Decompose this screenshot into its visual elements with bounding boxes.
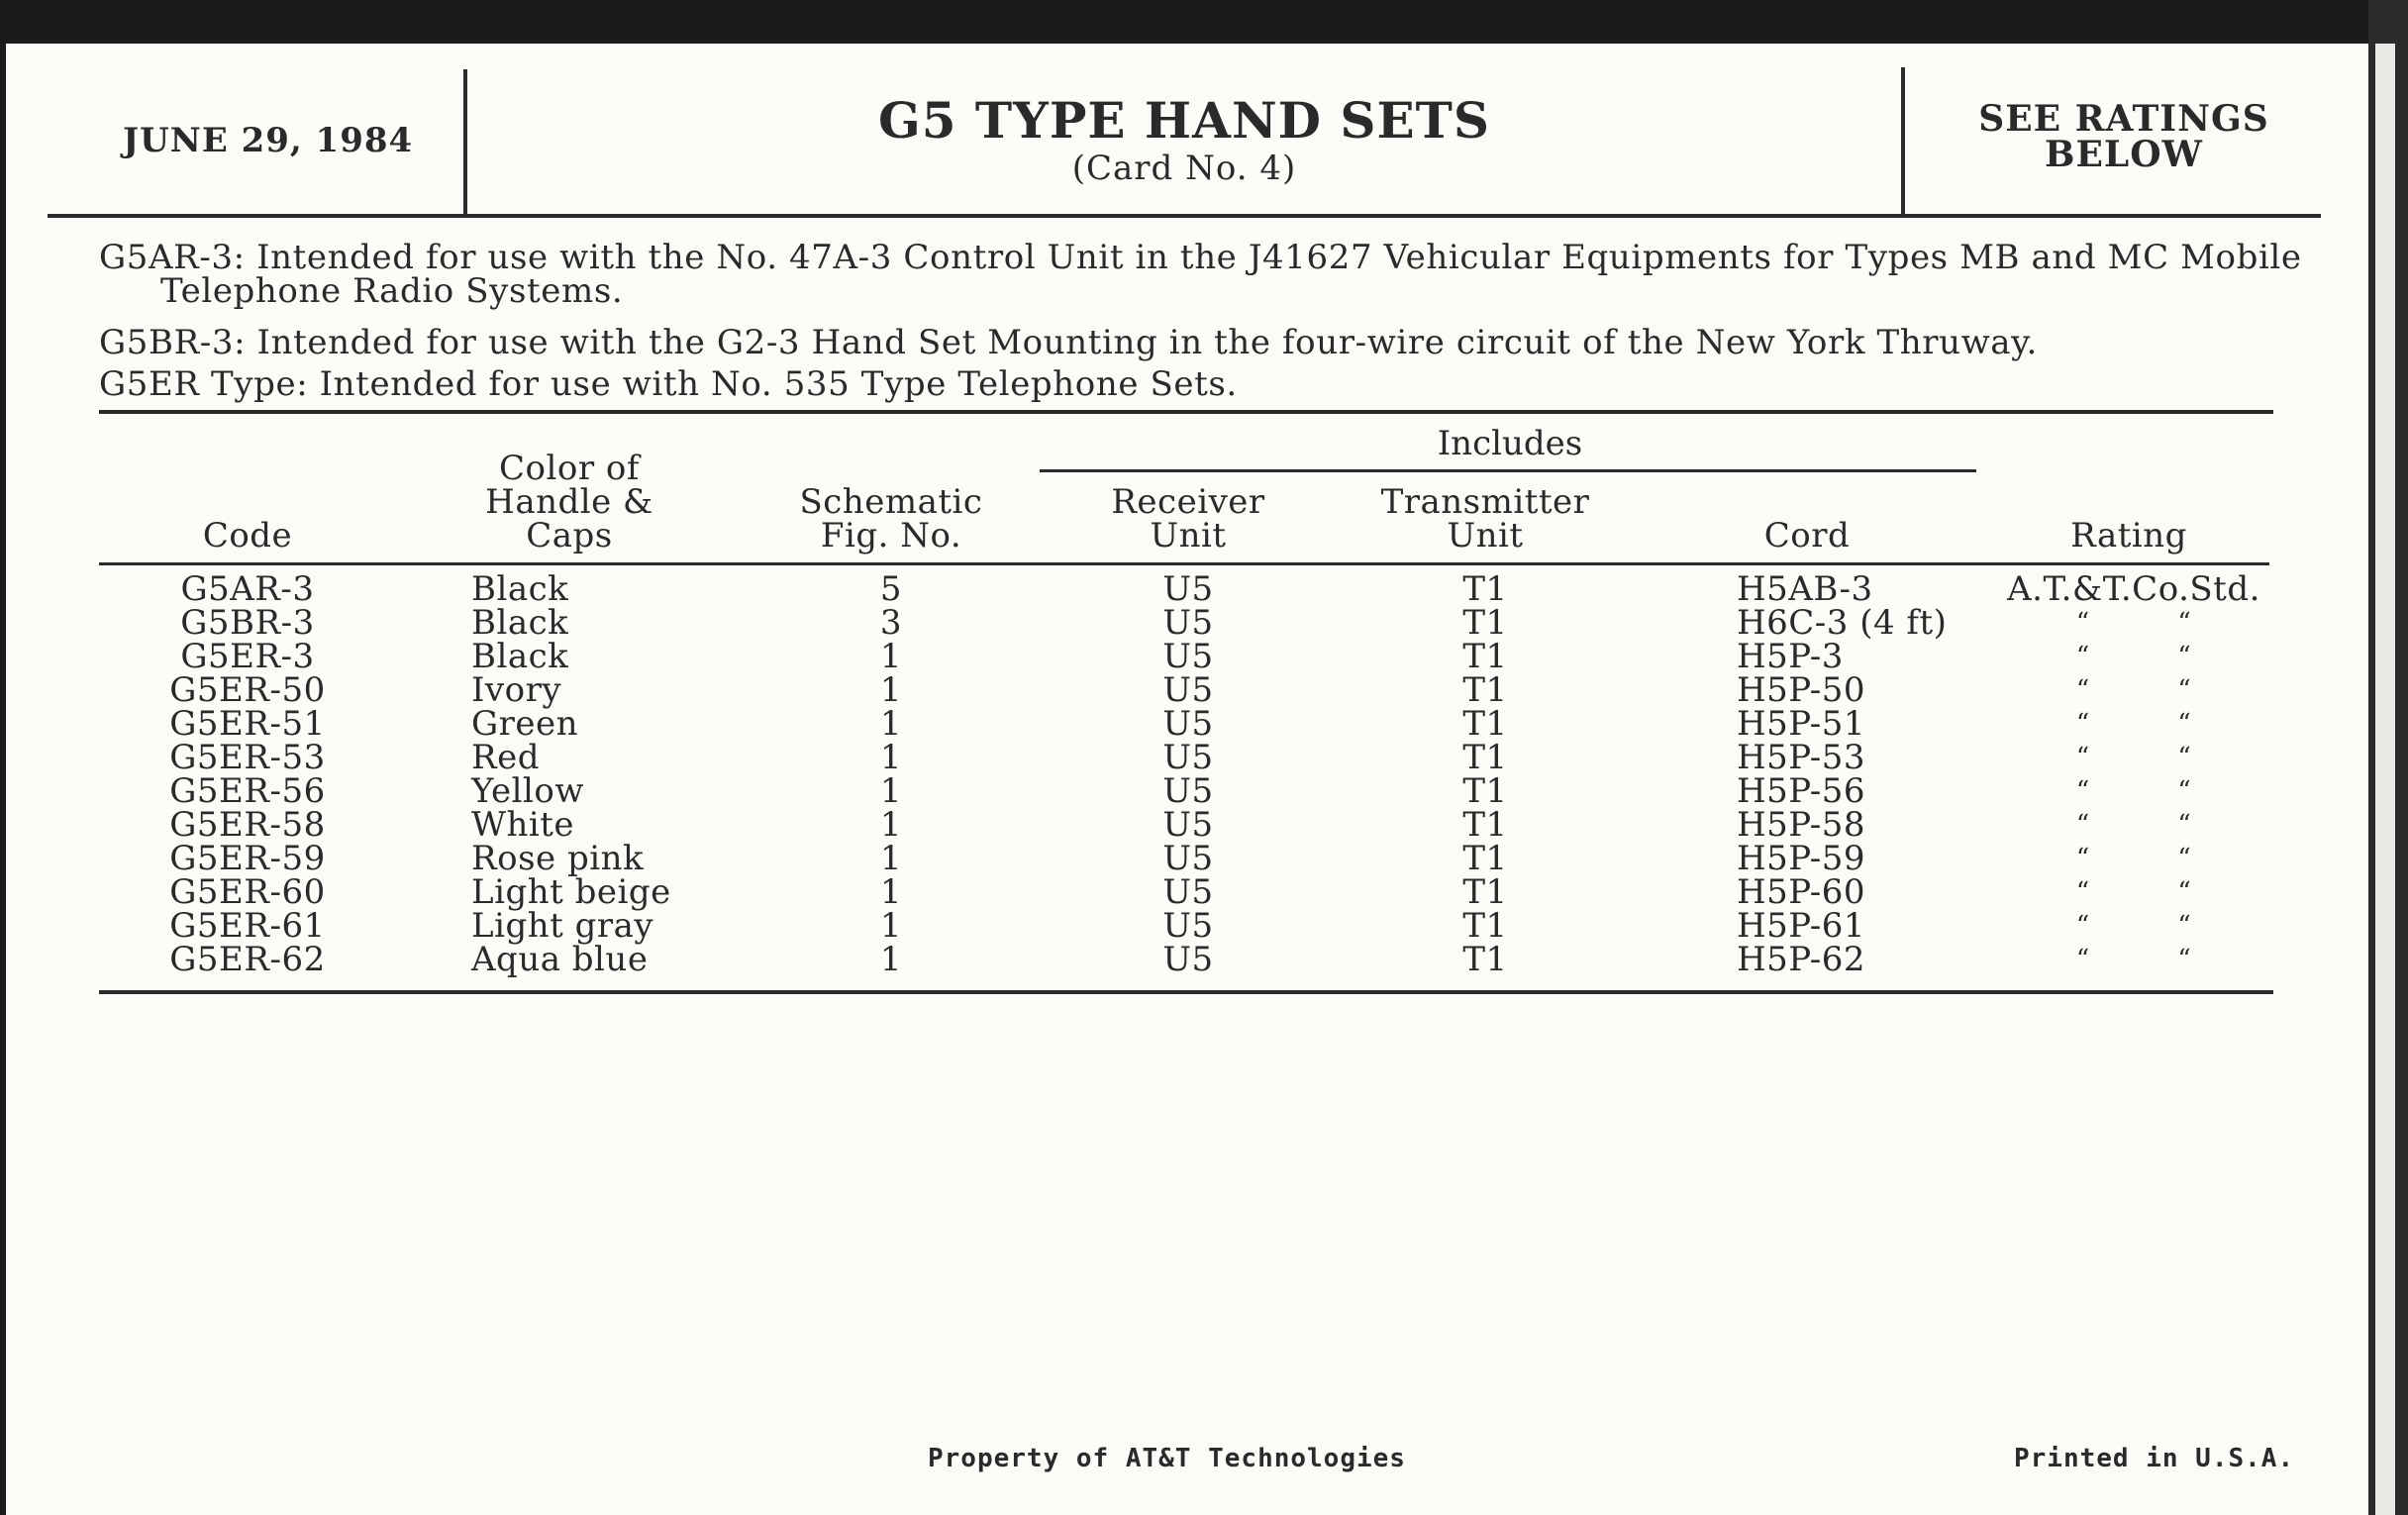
cell-fig: 1 (879, 872, 903, 912)
table-top-rule (99, 410, 2273, 414)
cell-transmitter: T1 (1462, 839, 1508, 878)
cell-transmitter: T1 (1462, 569, 1508, 609)
table-row (0, 839, 2408, 878)
cell-code: G5ER-62 (169, 940, 326, 979)
cell-rating: “ “ (2075, 675, 2192, 705)
table-row (0, 704, 2408, 744)
cell-fig: 1 (879, 637, 903, 676)
cell-color: Black (471, 603, 569, 643)
cell-receiver: U5 (1162, 805, 1214, 845)
note-g5er: G5ER Type: Intended for use with No. 535 Type Telephone Sets. (99, 364, 1238, 404)
header-cord: Cord (1763, 516, 1851, 556)
cell-receiver: U5 (1162, 738, 1214, 777)
cell-transmitter: T1 (1462, 805, 1508, 845)
cell-cord: H5P-53 (1737, 738, 1866, 777)
cell-rating: “ “ (2075, 844, 2192, 873)
card-title: G5 TYPE HAND SETS (878, 91, 1490, 150)
cell-receiver: U5 (1162, 906, 1214, 946)
header-schematic: Schematic Fig. No. (799, 482, 983, 556)
cell-cord: H5P-3 (1737, 637, 1844, 676)
table-row (0, 603, 2408, 643)
cell-receiver: U5 (1162, 839, 1214, 878)
cell-rating: “ “ (2075, 776, 2192, 806)
cell-receiver: U5 (1162, 670, 1214, 710)
cell-rating: A.T.&T.Co.Std. (2007, 569, 2260, 609)
cell-transmitter: T1 (1462, 603, 1508, 643)
cell-fig: 1 (879, 839, 903, 878)
header-color: Color of Handle & Caps (485, 449, 653, 556)
cell-receiver: U5 (1162, 771, 1214, 811)
note-g5ar3: G5AR-3: Intended for use with the No. 47A-3 Control Unit in the J41627 Vehicular Equipments for Types MB and MC Mobile (99, 238, 2302, 277)
cell-rating: “ “ (2075, 945, 2192, 974)
cell-cord: H5P-56 (1737, 771, 1866, 811)
header-transmitter: Transmitter Unit (1380, 482, 1590, 556)
table-row (0, 738, 2408, 777)
cell-code: G5ER-3 (180, 637, 315, 676)
header-receiver: Receiver Unit (1111, 482, 1265, 556)
cell-cord: H6C-3 (4 ft) (1737, 603, 1948, 643)
cell-receiver: U5 (1162, 704, 1214, 744)
footer-property: Property of AT&T Technologies (928, 1444, 1406, 1473)
cell-color: Yellow (471, 771, 584, 811)
cell-code: G5ER-59 (169, 839, 326, 878)
cell-fig: 1 (879, 940, 903, 979)
cell-code: G5ER-60 (169, 872, 326, 912)
cell-cord: H5P-62 (1737, 940, 1866, 979)
cell-fig: 1 (879, 771, 903, 811)
table-row (0, 906, 2408, 946)
cell-fig: 1 (879, 805, 903, 845)
cell-code: G5ER-50 (169, 670, 326, 710)
cell-cord: H5P-61 (1737, 906, 1866, 946)
cell-rating: “ “ (2075, 608, 2192, 638)
cell-fig: 5 (879, 569, 903, 609)
table-row (0, 569, 2408, 609)
includes-label: Includes (1437, 424, 1583, 463)
table-row (0, 670, 2408, 710)
cell-color: Red (471, 738, 540, 777)
cell-color: Light beige (471, 872, 671, 912)
cell-transmitter: T1 (1462, 637, 1508, 676)
cell-fig: 1 (879, 670, 903, 710)
cell-transmitter: T1 (1462, 906, 1508, 946)
header-code: Code (202, 516, 293, 556)
cell-code: G5AR-3 (180, 569, 315, 609)
cell-rating: “ “ (2075, 743, 2192, 772)
table-row (0, 805, 2408, 845)
includes-rule (1040, 469, 1976, 472)
footer-printed: Printed in U.S.A. (2014, 1444, 2295, 1473)
cell-cord: H5P-59 (1737, 839, 1866, 878)
cell-receiver: U5 (1162, 637, 1214, 676)
cell-code: G5ER-56 (169, 771, 326, 811)
cell-transmitter: T1 (1462, 940, 1508, 979)
cell-color: Aqua blue (471, 940, 649, 979)
cell-receiver: U5 (1162, 872, 1214, 912)
cell-color: Black (471, 637, 569, 676)
header-rule (48, 214, 2321, 218)
cell-color: Light gray (471, 906, 654, 946)
cell-code: G5ER-53 (169, 738, 326, 777)
cell-code: G5ER-58 (169, 805, 326, 845)
table-row (0, 940, 2408, 979)
cell-color: Green (471, 704, 579, 744)
cell-color: Ivory (471, 670, 562, 710)
header-rating: Rating (2070, 516, 2187, 556)
cell-fig: 1 (879, 738, 903, 777)
cell-transmitter: T1 (1462, 670, 1508, 710)
cell-transmitter: T1 (1462, 738, 1508, 777)
header-bottom-rule (99, 562, 2269, 565)
cell-color: White (471, 805, 575, 845)
note-g5br3: G5BR-3: Intended for use with the G2-3 Hand Set Mounting in the four-wire circuit of the New York Thruway. (99, 323, 2038, 362)
cell-fig: 1 (879, 906, 903, 946)
table-bottom-rule (99, 990, 2273, 994)
cell-cord: H5P-50 (1737, 670, 1866, 710)
cell-transmitter: T1 (1462, 771, 1508, 811)
cell-cord: H5P-60 (1737, 872, 1866, 912)
note-g5ar3-cont: Telephone Radio Systems. (160, 271, 624, 311)
cell-cord: H5AB-3 (1737, 569, 1873, 609)
cell-receiver: U5 (1162, 603, 1214, 643)
cell-fig: 3 (879, 603, 903, 643)
cell-code: G5BR-3 (180, 603, 315, 643)
cell-code: G5ER-61 (169, 906, 326, 946)
table-row (0, 872, 2408, 912)
table-row (0, 771, 2408, 811)
cell-color: Rose pink (471, 839, 645, 878)
cell-rating: “ “ (2075, 642, 2192, 671)
cell-code: G5ER-51 (169, 704, 326, 744)
cell-rating: “ “ (2075, 810, 2192, 840)
cell-cord: H5P-51 (1737, 704, 1866, 744)
cell-rating: “ “ (2075, 709, 2192, 739)
cell-color: Black (471, 569, 569, 609)
cell-receiver: U5 (1162, 940, 1214, 979)
table-row (0, 637, 2408, 676)
cell-rating: “ “ (2075, 877, 2192, 907)
cell-fig: 1 (879, 704, 903, 744)
ratings-note: SEE RATINGS BELOW (1978, 98, 2269, 175)
cell-transmitter: T1 (1462, 704, 1508, 744)
cell-transmitter: T1 (1462, 872, 1508, 912)
cell-receiver: U5 (1162, 569, 1214, 609)
card-subtitle: (Card No. 4) (1071, 149, 1297, 188)
cell-cord: H5P-58 (1737, 805, 1866, 845)
card-date: JUNE 29, 1984 (123, 121, 414, 160)
cell-rating: “ “ (2075, 911, 2192, 941)
